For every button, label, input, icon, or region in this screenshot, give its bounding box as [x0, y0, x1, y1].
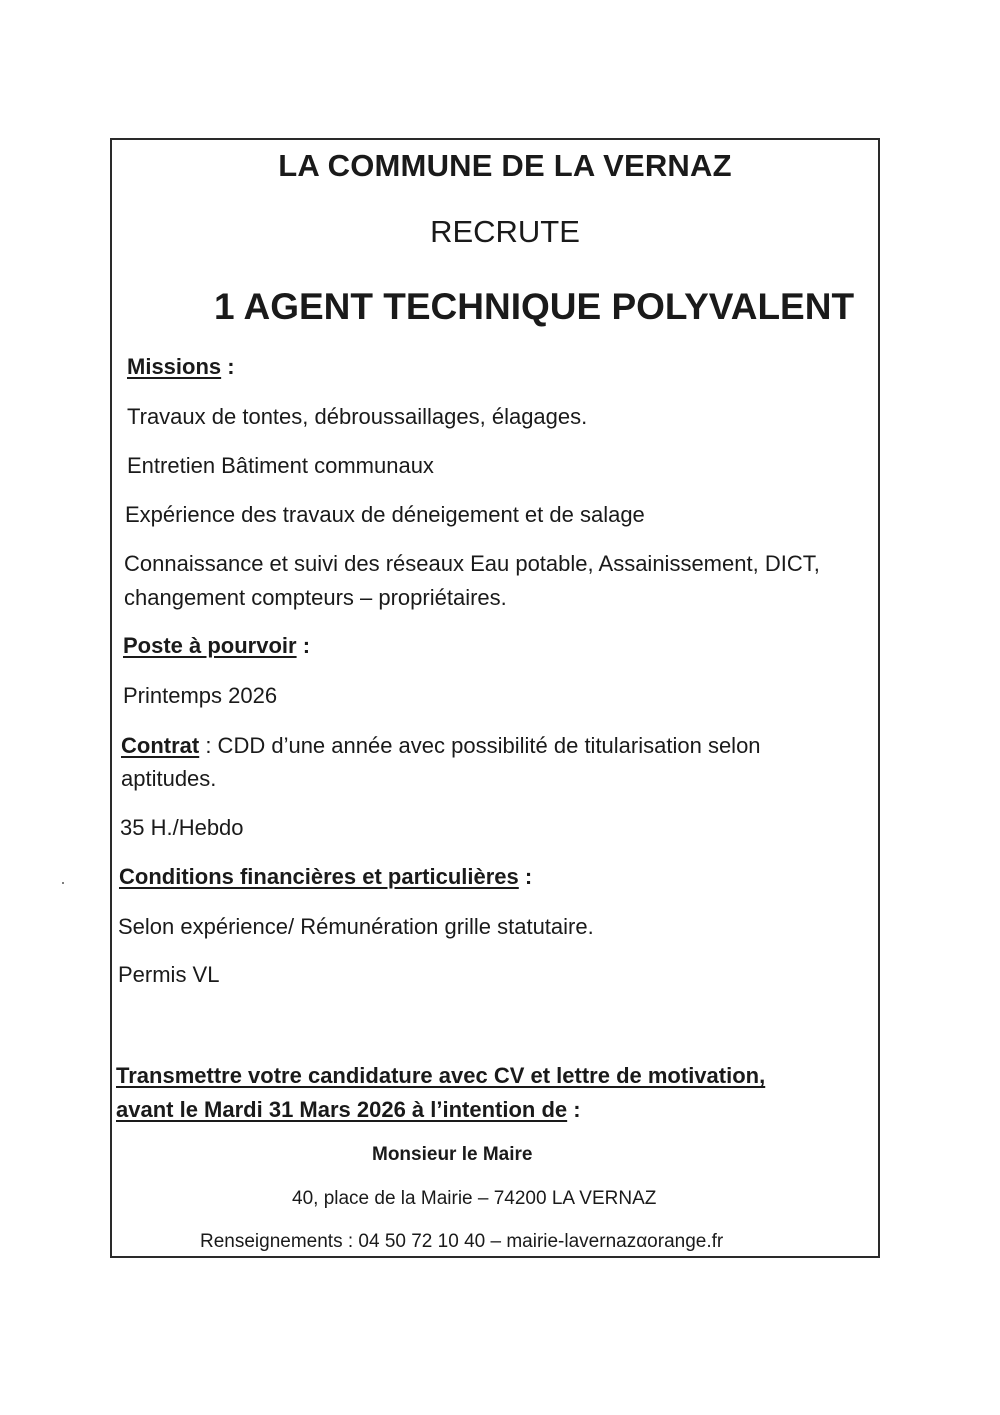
missions-label: Missions [127, 354, 222, 379]
recrute-title: RECRUTE [430, 214, 580, 249]
poste-value: Printemps 2026 [123, 683, 278, 708]
mission-item: Entretien Bâtiment communaux [127, 453, 434, 478]
mission-item: changement compteurs – propriétaires. [124, 585, 507, 610]
missions-heading [127, 356, 235, 378]
condition-item: Permis VL [118, 962, 220, 987]
poste-sep: : [296, 633, 311, 658]
candidature-text-2: avant le Mardi 31 Mars 2026 à l’intention de [116, 1097, 568, 1122]
contact-info: Renseignements : 04 50 72 10 40 – mairie-lavernazαorange.fr [200, 1231, 724, 1252]
mission-item: Travaux de tontes, débroussaillages, élagages. [127, 404, 588, 429]
scan-speck [62, 882, 64, 884]
condition-item: Selon expérience/ Rémunération grille statutaire. [118, 914, 594, 939]
contrat-hours: 35 H./Hebdo [120, 815, 244, 840]
candidature-sep: : [567, 1097, 581, 1122]
recipient: Monsieur le Maire [372, 1144, 533, 1165]
candidature-line-2 [116, 1097, 581, 1123]
missions-sep: : [221, 354, 235, 379]
candidature-line-1 [116, 1063, 765, 1089]
address: 40, place de la Mairie – 74200 LA VERNAZ [292, 1188, 657, 1209]
poste-heading [123, 635, 310, 657]
conditions-label: Conditions financières et particulières [119, 864, 519, 889]
conditions-sep: : [518, 864, 533, 889]
mission-item: Expérience des travaux de déneigement et de salage [125, 502, 645, 527]
poste-label: Poste à pourvoir [123, 633, 297, 658]
poste-title: 1 AGENT TECHNIQUE POLYVALENT [214, 286, 855, 327]
contrat-value-cont: aptitudes. [121, 766, 217, 791]
commune-title: LA COMMUNE DE LA VERNAZ [278, 148, 732, 183]
mission-item: Connaissance et suivi des réseaux Eau potable, Assainissement, DICT, [124, 551, 820, 576]
contrat-value: : CDD d’une année avec possibilité de titularisation selon [199, 733, 761, 758]
conditions-heading [119, 866, 532, 888]
contrat-line [121, 735, 761, 757]
contrat-label: Contrat [121, 733, 200, 758]
candidature-text-1: Transmettre votre candidature avec CV et lettre de motivation, [116, 1063, 766, 1088]
